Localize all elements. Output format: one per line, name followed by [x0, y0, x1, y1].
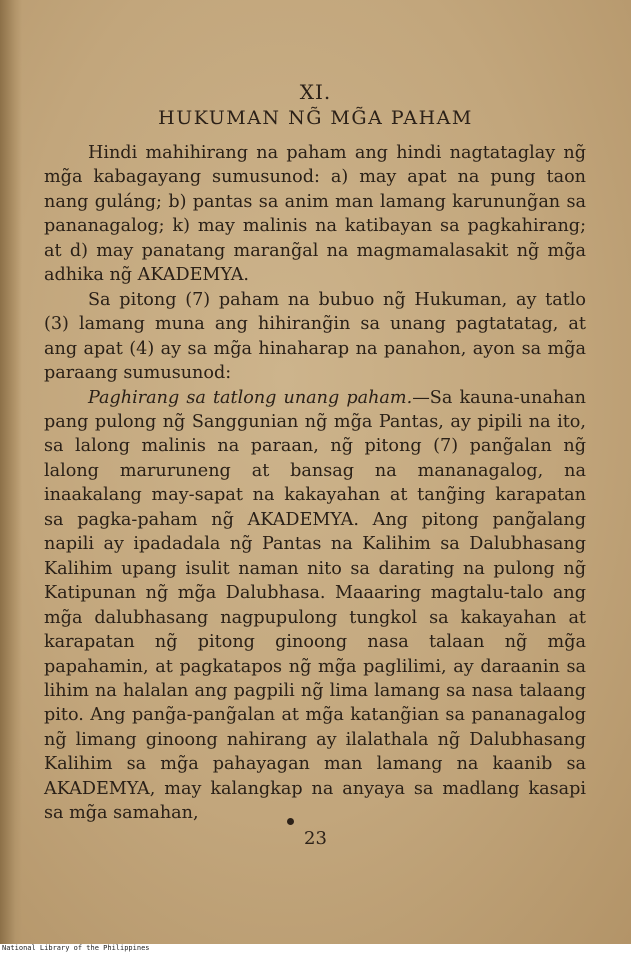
- chapter-number: XI.: [299, 80, 332, 104]
- page-number-dot: [287, 818, 294, 825]
- paragraph-3-body: —Sa kauna-unahan pang pulong ng̃ Sanggunian ng̃ mg̃a Pantas, ay pipili na ito, sa lalong malinis na paraan, ng̃ pitong (7) pang̃alan ng̃ lalong maruruneng at bansag na mananagalog, na inaakalang may-sapat na kakayahan at tang̃ing karapatan sa pagka-paham ng̃ AKADEMYA. Ang pitong pang̃alang napili ay ipadadala ng̃ Pantas na Kalihim sa Dalubhasang Kalihim upang isulit naman nito sa darating na pulong ng̃ Katipunan ng̃ mg̃a Dalubhasa. Maaaring magtalu-talo ang mg̃a dalubhasang nagpupulong tungkol sa kakayahan at karapatan ng̃ pitong ginoong nasa talaan ng̃ mg̃a papahamin, at pagkatapos ng̃ mg̃a paglilimi, ay daraanin sa lihim na halalan ang pagpili ng̃ lima lamang sa nasa talaang pito. Ang pang̃a-pang̃alan at mg̃a katang̃ian sa pananagalog ng̃ limang ginoong nahirang ay ilalathala ng̃ Dalubhasang Kalihim sa mg̃a pahayagan man lamang na kaanib sa AKADEMYA, may kalangkap na anyaya sa madlang kasapi sa mg̃a samahan,: [44, 387, 586, 824]
- library-credit: National Library of the Philippines: [2, 944, 150, 952]
- paragraph-1: Hindi mahihirang na paham ang hindi nagtataglay ng̃ mg̃a kabagayang sumusunod: a) may apat na pung taon nang guláng; b) pantas sa anim man lamang karunung̃an sa pananagalog; k) may malinis na katibayan sa pagkahirang; at d) may panatang marang̃al na magmamalasakit ng̃ mg̃a adhika ng̃ AKADEMYA.: [44, 143, 586, 286]
- page-number: 23: [304, 828, 327, 849]
- paragraph-3-lead: Paghirang sa tatlong unang paham.: [88, 387, 413, 408]
- paragraph-2: Sa pitong (7) paham na bubuo ng̃ Hukuman, ay tatlo (3) lamang muna ang hihirang̃in sa unang pagtatatag, at ang apat (4) ay sa mg̃a hinaharap na panahon, ayon sa mg̃a paraang sumusunod:: [44, 289, 586, 384]
- chapter-title: HUKUMAN NG̃ MG̃A PAHAM: [158, 107, 473, 129]
- body-text: [44, 141, 586, 826]
- book-spine-shadow: [0, 0, 22, 944]
- paragraph-3: [44, 386, 586, 826]
